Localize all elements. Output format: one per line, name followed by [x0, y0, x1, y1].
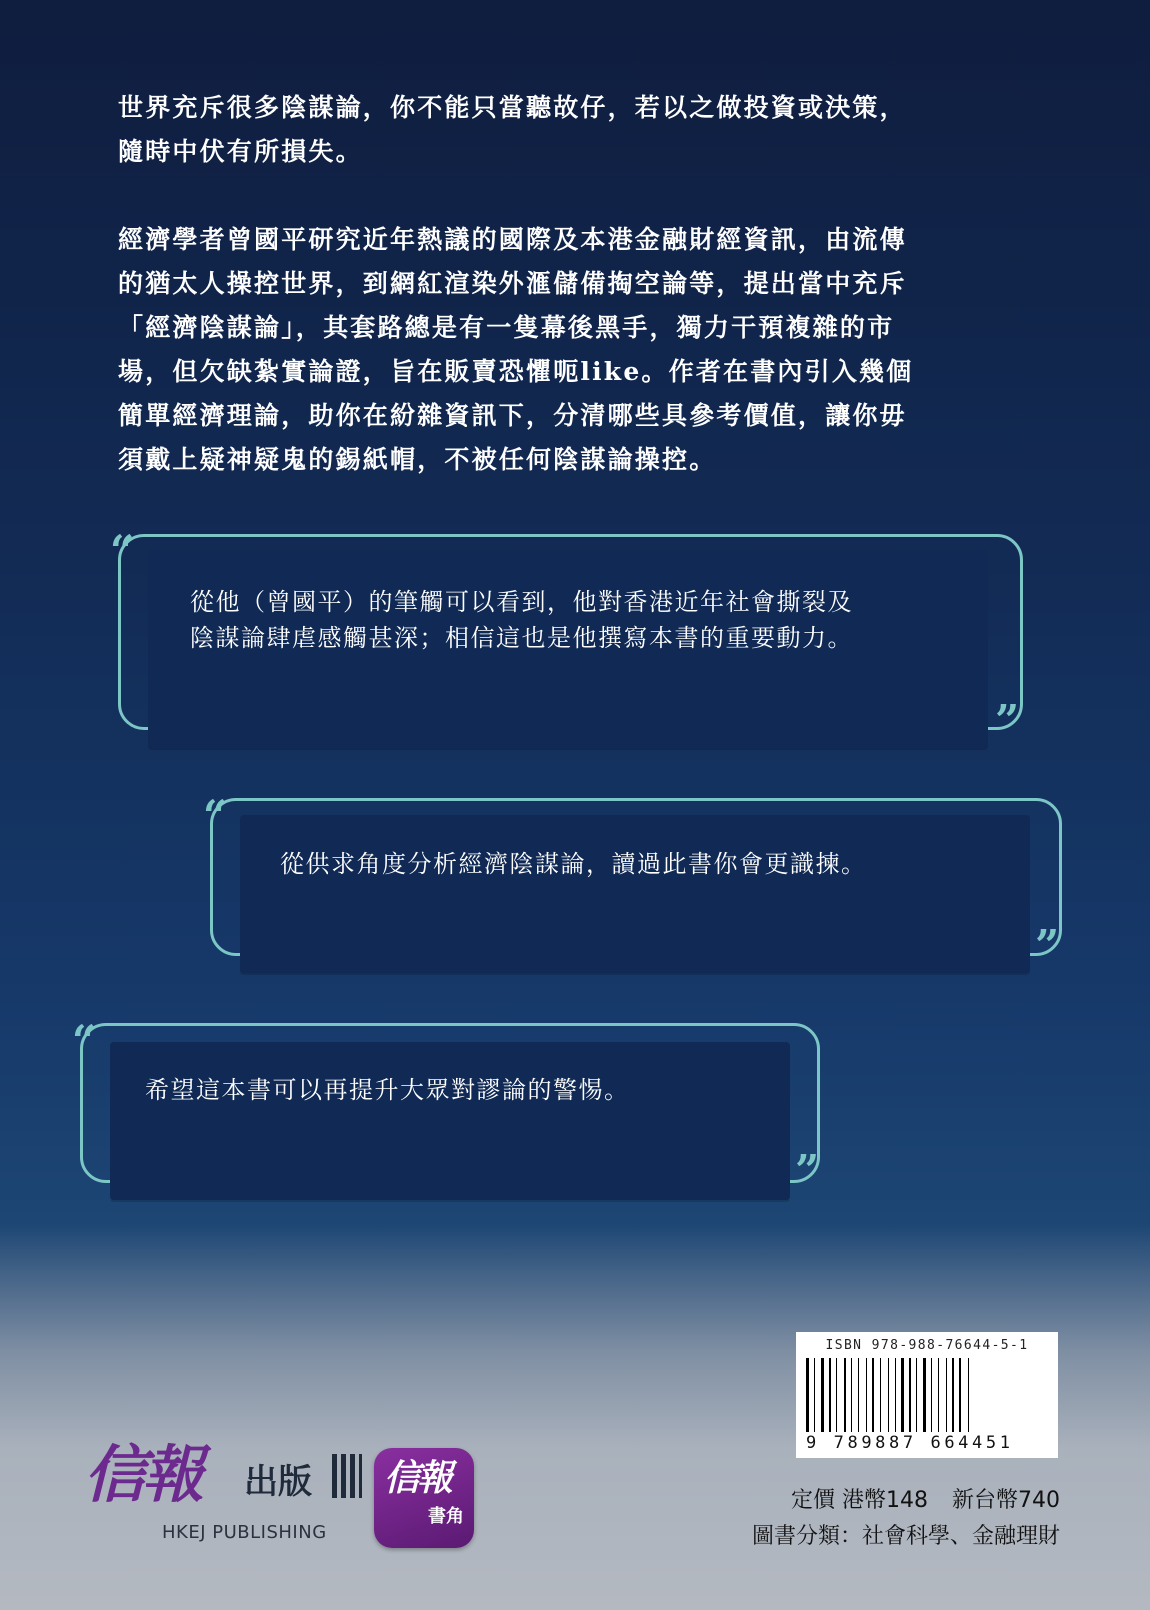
- price-info: [700, 1483, 1060, 1555]
- hkej-app-logo-icon: [374, 1448, 474, 1548]
- hkej-logo-text: 信報: [84, 1438, 201, 1511]
- isbn-label: ISBN 978-988-76644-5-1: [825, 1338, 1029, 1353]
- price-tw: 新台幣740: [952, 1488, 1060, 1513]
- barcode-bar: [839, 1358, 842, 1432]
- barcode-bar: [913, 1358, 914, 1432]
- blurb: [118, 86, 1038, 482]
- barcode-bar: [836, 1358, 837, 1432]
- barcode-bar: [963, 1358, 966, 1432]
- blurb-line: 「經濟陰謀論」，其套路總是有一隻幕後黑手，獨力干預複雜的市: [118, 313, 895, 342]
- close-quote-icon: ”: [795, 1146, 820, 1195]
- barcode-bar: [888, 1358, 889, 1432]
- barcode-bar: [851, 1358, 852, 1432]
- barcode-bar: [909, 1358, 911, 1432]
- quote-line: 陰謀論肆虐感觸甚深；相信這也是他撰寫本書的重要動力。: [190, 624, 853, 652]
- barcode-bar: [919, 1358, 921, 1432]
- close-quote-icon: ”: [995, 696, 1020, 745]
- barcode-bar: [826, 1358, 827, 1432]
- quote-text: [190, 584, 853, 656]
- app-logo-sub: 書角: [428, 1506, 464, 1527]
- blurb-paragraph-1: [118, 86, 1038, 174]
- publishing-label: 出版: [244, 1462, 312, 1502]
- barcode-bar: [861, 1358, 864, 1432]
- open-quote-icon: “: [203, 791, 228, 840]
- barcode-bar: [901, 1358, 904, 1432]
- barcode-bar: [829, 1358, 831, 1432]
- blurb-line: 經濟學者曾國平研究近年熱議的國際及本港金融財經資訊，由流傳: [118, 225, 907, 254]
- barcode-bar: [923, 1358, 926, 1432]
- app-logo-text: 信報: [384, 1457, 451, 1499]
- blurb-line: 的猶太人操控世界，到網紅渲染外滙儲備掏空論等，提出當中充斥: [118, 269, 907, 298]
- blurb-line: 世界充斥很多陰謀論，你不能只當聽故仔，若以之做投資或決策，: [118, 93, 907, 122]
- barcode-bar: [968, 1358, 969, 1432]
- barcode-bar: [883, 1358, 886, 1432]
- quote-text: [280, 846, 867, 882]
- barcode-bar: [814, 1358, 815, 1432]
- barcode-bar: [880, 1358, 881, 1432]
- barcode-bar: [811, 1358, 812, 1432]
- close-quote-icon: ”: [1035, 921, 1060, 970]
- barcode-bar: [928, 1358, 929, 1432]
- blurb-line: 須戴上疑神疑鬼的錫紙帽，不被任何陰謀論操控。: [118, 445, 717, 474]
- barcode-bar: [891, 1358, 893, 1432]
- barcode-bar: [866, 1358, 867, 1432]
- barcode-bar: [916, 1358, 917, 1432]
- blurb-line: 簡單經濟理論，助你在紛雜資訊下，分清哪些具參考價值，讓你毋: [118, 401, 907, 430]
- barcode-bar: [876, 1358, 878, 1432]
- open-quote-icon: “: [110, 526, 135, 575]
- blurb-line: 場，但欠缺紮實論證，旨在販賣恐懼呃like。作者在書內引入幾個: [118, 357, 914, 386]
- stripes-icon: [332, 1454, 362, 1498]
- barcode-bar: [949, 1358, 950, 1432]
- blurb-line: 隨時中伏有所損失。: [118, 137, 363, 166]
- publisher-logo: [84, 1440, 354, 1550]
- barcode-bar: [952, 1358, 954, 1432]
- barcode-bar: [869, 1358, 870, 1432]
- barcode-bar: [898, 1358, 899, 1432]
- quote-line: 希望這本書可以再提升大眾對謬論的警惕。: [145, 1076, 630, 1104]
- barcode-bar: [833, 1358, 834, 1432]
- barcode-bars: [806, 1358, 1048, 1432]
- barcode-bar: [844, 1358, 846, 1432]
- isbn-barcode: [796, 1332, 1058, 1458]
- barcode-bar: [848, 1358, 849, 1432]
- quote-box: [110, 1042, 790, 1200]
- publisher-name-en: HKEJ PUBLISHING: [162, 1522, 327, 1543]
- quote-line: 從供求角度分析經濟陰謀論，讀過此書你會更識揀。: [280, 850, 867, 878]
- quote-text: [145, 1072, 630, 1108]
- barcode-bar: [956, 1358, 957, 1432]
- quote-line: 從他（曾國平）的筆觸可以看到，他對香港近年社會撕裂及: [190, 588, 853, 616]
- price-hk: 定價 港幣148: [791, 1488, 928, 1513]
- blurb-paragraph-2: [118, 218, 1038, 482]
- barcode-bar: [806, 1358, 809, 1432]
- barcode-bar: [906, 1358, 907, 1432]
- barcode-bar: [872, 1358, 874, 1432]
- open-quote-icon: “: [72, 1016, 97, 1065]
- barcode-bar: [941, 1358, 944, 1432]
- barcode-digits: 9 789887 664451: [806, 1433, 1014, 1453]
- barcode-bar: [946, 1358, 947, 1432]
- barcode-bar: [854, 1358, 856, 1432]
- barcode-bar: [959, 1358, 961, 1432]
- barcode-bar: [817, 1358, 819, 1432]
- book-category: 圖書分類：社會科學、金融理財: [751, 1524, 1060, 1549]
- price-line: [700, 1483, 1060, 1519]
- barcode-bar: [938, 1358, 939, 1432]
- barcode-bar: [934, 1358, 936, 1432]
- quote-box: [240, 815, 1030, 973]
- barcode-bar: [858, 1358, 859, 1432]
- barcode-bar: [821, 1358, 824, 1432]
- barcode-bar: [895, 1358, 896, 1432]
- barcode-bar: [931, 1358, 932, 1432]
